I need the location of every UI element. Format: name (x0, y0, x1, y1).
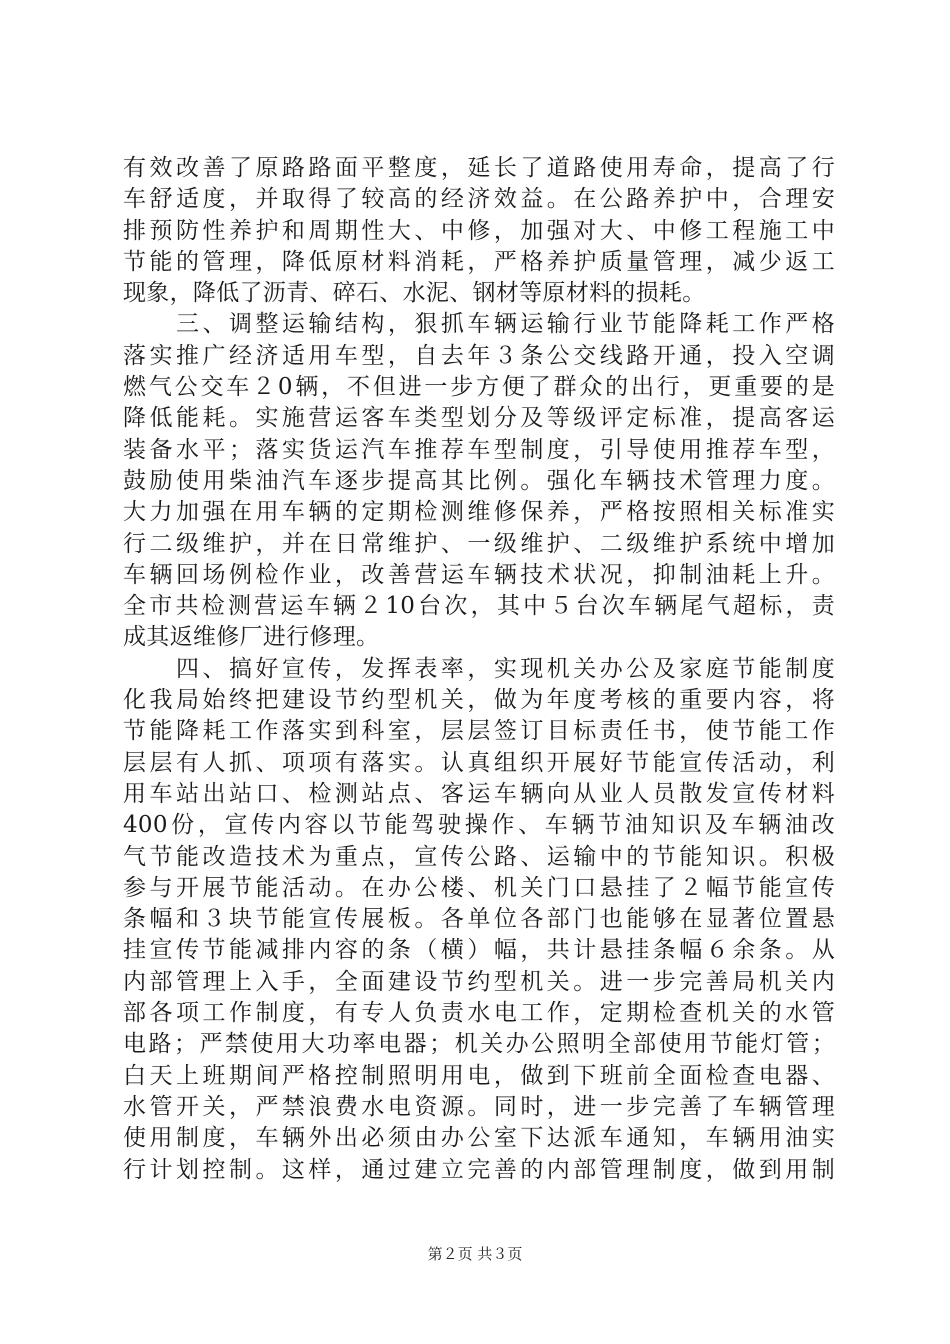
document-body (123, 153, 835, 1186)
text-line: 用车站出站口、检测站点、客运车辆向从业人员散发宣传材料 (123, 780, 835, 807)
text-line: 燃气公交车２0辆，不但进一步方便了群众的出行，更重要的是 (123, 374, 835, 401)
text-line: 车舒适度，并取得了较高的经济效益。在公路养护中，合理安 (123, 186, 835, 213)
text-line: 参与开展节能活动。在办公楼、机关门口悬挂了２幅节能宣传 (123, 874, 835, 901)
text-line: 化我局始终把建设节约型机关，做为年度考核的重要内容，将 (123, 687, 835, 714)
text-line: 行二级维护，并在日常维护、一级维护、二级维护系统中增加 (123, 530, 835, 557)
text-line: 车辆回场例检作业，改善营运车辆技术状况，抑制油耗上升。 (123, 561, 835, 588)
text-line: 鼓励使用柴油汽车逐步提高其比例。强化车辆技术管理力度。 (123, 467, 835, 494)
text-line: 水管开关，严禁浪费水电资源。同时，进一步完善了车辆管理 (123, 1093, 835, 1120)
text-line: 使用制度，车辆外出必须由办公室下达派车通知，车辆用油实 (123, 1125, 835, 1152)
text-line: 大力加强在用车辆的定期检测维修保养，严格按照相关标准实 (123, 499, 835, 526)
text-line: 层层有人抓、项项有落实。认真组织开展好节能宣传活动，利 (123, 749, 835, 776)
text-line: 降低能耗。实施营运客车类型划分及等级评定标准，提高客运 (123, 405, 835, 432)
text-line: 条幅和３块节能宣传展板。各单位各部门也能够在显著位置悬 (123, 906, 835, 933)
text-line: 落实推广经济适用车型，自去年３条公交线路开通，投入空调 (123, 342, 835, 369)
text-line: 内部管理上入手，全面建设节约型机关。进一步完善局机关内 (123, 968, 835, 995)
text-line: 节能的管理，降低原材料消耗，严格养护质量管理，减少返工 (123, 248, 835, 275)
text-line: 气节能改造技术为重点，宣传公路、运输中的节能知识。积极 (123, 843, 835, 870)
text-line: 现象，降低了沥青、碎石、水泥、钢材等原材料的损耗。 (123, 280, 706, 307)
text-line: 400份，宣传内容以节能驾驶操作、车辆节油知识及车辆油改 (123, 812, 835, 839)
text-line: 成其返维修厂进行修理。 (123, 624, 380, 651)
text-line: 有效改善了原路路面平整度，延长了道路使用寿命，提高了行 (123, 155, 835, 181)
text-line: 电路；严禁使用大功率电器；机关办公照明全部使用节能灯管； (123, 1031, 835, 1058)
section-heading-line: 四、搞好宣传，发挥表率，实现机关办公及家庭节能制度 (123, 655, 835, 682)
page-number-footer: 第２页 共３页 (427, 1245, 523, 1263)
text-line: 节能降耗工作落实到科室，层层签订目标责任书，使节能工作 (123, 718, 835, 745)
text-line: 行计划控制。这样，通过建立完善的内部管理制度，做到用制 (123, 1156, 835, 1183)
text-line: 排预防性养护和周期性大、中修，加强对大、中修工程施工中 (123, 217, 835, 244)
text-line: 装备水平；落实货运汽车推荐车型制度，引导使用推荐车型， (123, 436, 835, 463)
text-line: 部各项工作制度，有专人负责水电工作，定期检查机关的水管 (123, 1000, 835, 1027)
section-heading-line: 三、调整运输结构，狠抓车辆运输行业节能降耗工作严格 (123, 311, 835, 338)
text-line: 挂宣传节能减排内容的条（横）幅，共计悬挂条幅６余条。从 (123, 937, 835, 964)
text-line: 全市共检测营运车辆２10台次，其中５台次车辆尾气超标，责 (123, 593, 835, 620)
text-line: 白天上班期间严格控制照明用电，做到下班前全面检查电器、 (123, 1062, 835, 1089)
